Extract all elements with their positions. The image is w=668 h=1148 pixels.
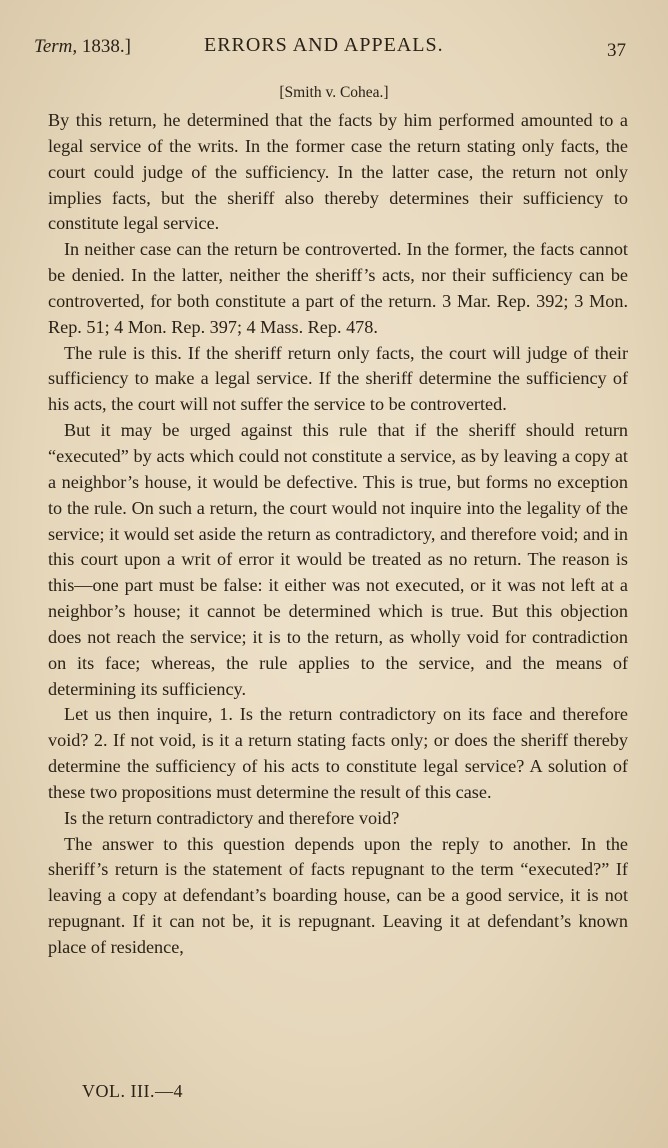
body-text: [48, 108, 628, 961]
paragraph: In neither case can the return be controverted. In the former, the facts cannot be denied. In the latter, neither the sheriff’s acts, nor their sufficiency can be controverted, for both constitute a part of the return. 3 Mar. Rep. 392; 3 Mon. Rep. 51; 4 Mon. Rep. 397; 4 Mass. Rep. 478.: [48, 239, 628, 337]
paragraph: The rule is this. If the sheriff return only facts, the court will judge of their sufficiency to make a legal service. If the sheriff determine the sufficiency of his acts, the court will not suffer the service to be controverted.: [48, 342, 628, 415]
page-number: 37: [607, 40, 626, 61]
paragraph: The answer to this question depends upon the reply to another. In the sheriff’s return is the statement of facts repugnant to the term “executed?” If leaving a copy at defendant’s boarding house, can be a good service, it is not repugnant. If it can not be, it is repugnant. Leaving it at defendant’s known place of residence,: [48, 833, 628, 957]
paragraph: Let us then inquire, 1. Is the return contradictory on its face and therefore void? 2. If not void, is it a return stating facts only; or does the sheriff thereby determine the sufficiency of his acts to constitute legal service? A solution of these two propositions must determine the result of this case.: [48, 704, 628, 802]
paragraph: By this return, he determined that the facts by him performed amounted to a legal service of the writs. In the former case the return stating only facts, the court could judge of the sufficiency. In the latter case, the return not only implies facts, but the sheriff also thereby determines their sufficiency to constitute legal service.: [48, 110, 628, 234]
paragraph: Is the return contradictory and therefore void?: [64, 807, 400, 828]
case-name: [Smith v. Cohea.]: [279, 84, 389, 101]
running-head: [34, 34, 634, 62]
paragraph: But it may be urged against this rule that if the sheriff should return “executed” by acts which could not constitute a service, as by leaving a copy at a neighbor’s house, it would be defective. This is true, but forms no exception to the rule. On such a return, the court would not inquire into the legality of the service; it would set aside the return as contradictory, and therefore void; and in this court upon a writ of error it would be treated as no return. The reason is this—one part must be false: it either was not executed, or it was not left at a neighbor’s house; it cannot be determined which is true. But this objection does not reach the service; it is to the return, as wholly void for contradiction on its face; whereas, the rule applies to the service, and the means of determining its sufficiency.: [48, 420, 628, 699]
running-head-term: [34, 36, 131, 58]
term-label: Term,: [34, 36, 78, 57]
signature-mark: VOL. III.—4: [82, 1081, 183, 1101]
term-year: 1838.]: [77, 36, 131, 57]
running-head-title: ERRORS AND APPEALS.: [204, 34, 444, 56]
